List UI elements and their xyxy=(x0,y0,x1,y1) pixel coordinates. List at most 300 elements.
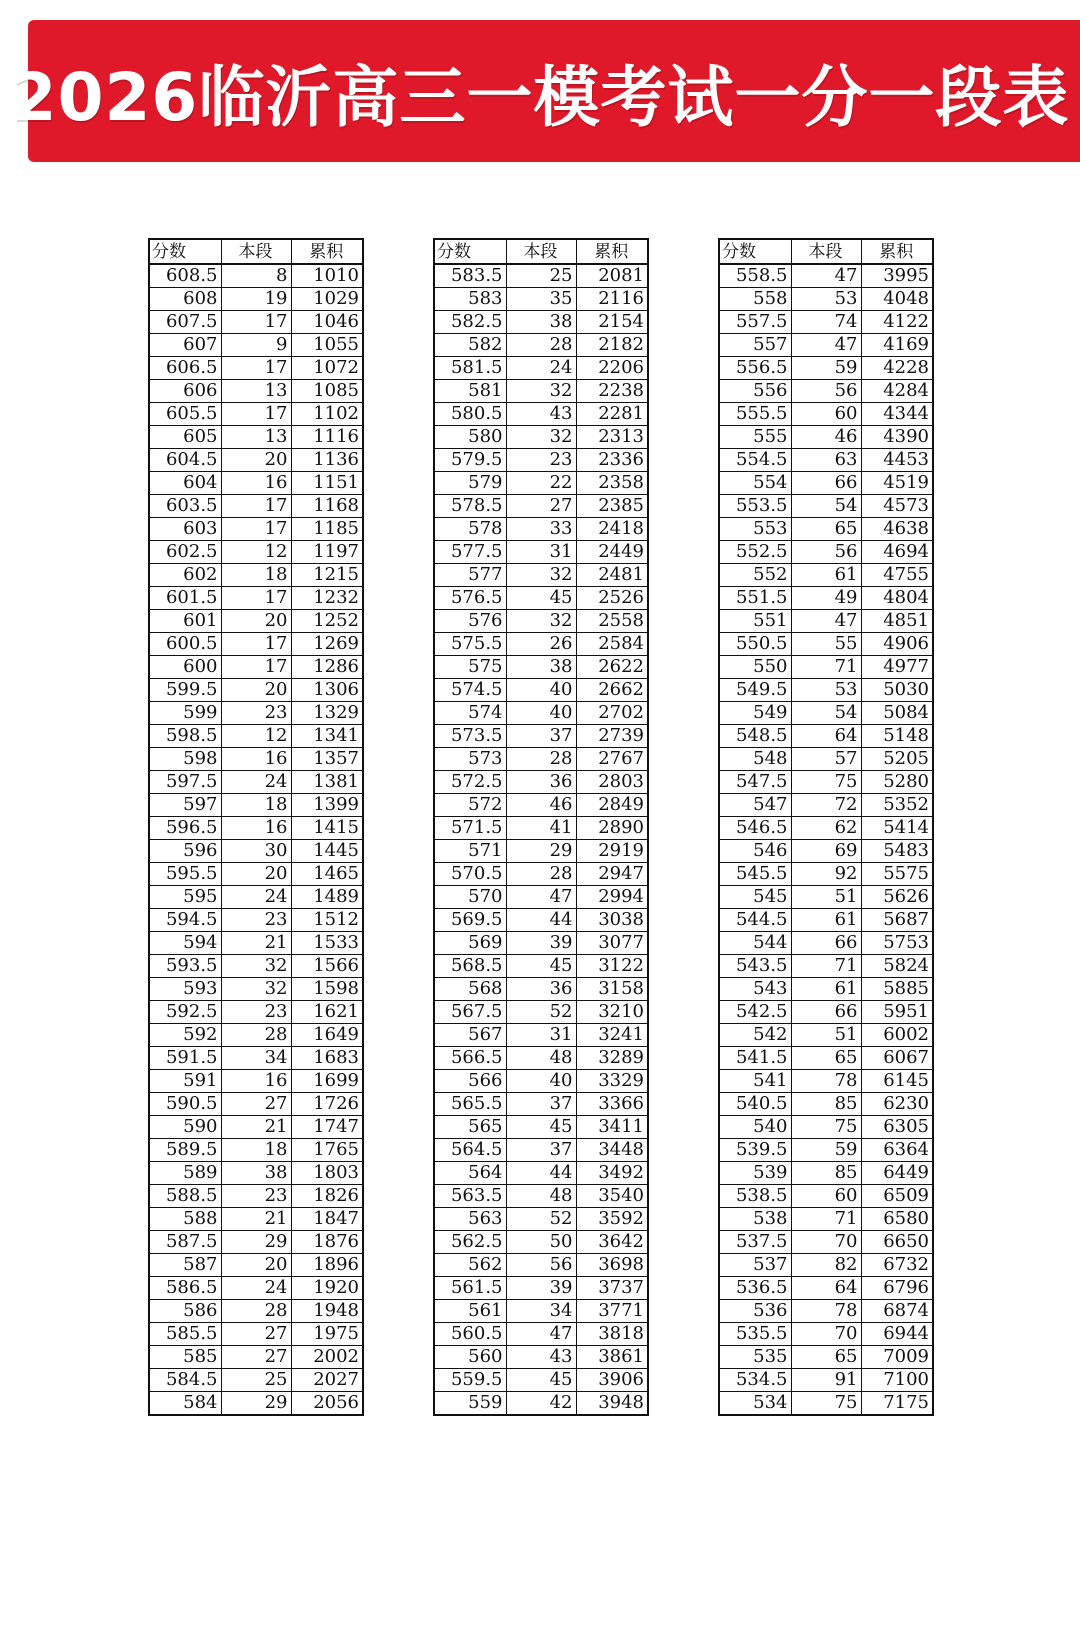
table-row xyxy=(719,794,933,817)
segment-count-cell: 39 xyxy=(506,1277,576,1300)
segment-count-cell: 64 xyxy=(791,725,861,748)
score-cell: 604 xyxy=(149,472,221,495)
table-row xyxy=(719,1162,933,1185)
segment-count-cell: 52 xyxy=(506,1001,576,1024)
score-cell: 582.5 xyxy=(434,311,506,334)
table-row xyxy=(719,1185,933,1208)
score-cell: 551 xyxy=(719,610,791,633)
segment-count-cell: 28 xyxy=(506,863,576,886)
table-row xyxy=(149,1001,363,1024)
page-title: 2026临沂高三一模考试一分一段表 xyxy=(10,58,1070,136)
score-cell: 561 xyxy=(434,1300,506,1323)
segment-count-cell: 32 xyxy=(221,978,291,1001)
segment-count-cell: 91 xyxy=(791,1369,861,1392)
score-cell: 591 xyxy=(149,1070,221,1093)
segment-count-cell: 20 xyxy=(221,863,291,886)
cumulative-cell: 6145 xyxy=(861,1070,933,1093)
score-cell: 577 xyxy=(434,564,506,587)
segment-count-cell: 8 xyxy=(221,264,291,288)
cumulative-cell: 2947 xyxy=(576,863,648,886)
segment-count-cell: 78 xyxy=(791,1300,861,1323)
table-row xyxy=(434,1047,648,1070)
segment-count-cell: 41 xyxy=(506,817,576,840)
cumulative-cell: 1598 xyxy=(291,978,363,1001)
segment-count-cell: 18 xyxy=(221,794,291,817)
header-segment-count: 本段 xyxy=(791,239,861,264)
cumulative-cell: 1683 xyxy=(291,1047,363,1070)
score-cell: 571.5 xyxy=(434,817,506,840)
table-row xyxy=(434,679,648,702)
cumulative-cell: 5280 xyxy=(861,771,933,794)
title-banner xyxy=(10,20,1080,162)
table-row xyxy=(149,426,363,449)
cumulative-cell: 2890 xyxy=(576,817,648,840)
table-row xyxy=(719,656,933,679)
table-row xyxy=(434,587,648,610)
score-cell: 553 xyxy=(719,518,791,541)
table-row xyxy=(149,794,363,817)
cumulative-cell: 5753 xyxy=(861,932,933,955)
cumulative-cell: 5687 xyxy=(861,909,933,932)
score-cell: 549.5 xyxy=(719,679,791,702)
score-cell: 585 xyxy=(149,1346,221,1369)
table-row xyxy=(434,1139,648,1162)
table-row xyxy=(434,403,648,426)
table-row xyxy=(719,679,933,702)
segment-count-cell: 32 xyxy=(506,564,576,587)
table-row xyxy=(434,702,648,725)
table-row xyxy=(434,886,648,909)
cumulative-cell: 2849 xyxy=(576,794,648,817)
cumulative-cell: 2313 xyxy=(576,426,648,449)
score-cell: 601.5 xyxy=(149,587,221,610)
cumulative-cell: 2027 xyxy=(291,1369,363,1392)
score-cell: 557 xyxy=(719,334,791,357)
score-cell: 581.5 xyxy=(434,357,506,380)
cumulative-cell: 2702 xyxy=(576,702,648,725)
cumulative-cell: 1010 xyxy=(291,264,363,288)
cumulative-cell: 2767 xyxy=(576,748,648,771)
cumulative-cell: 1765 xyxy=(291,1139,363,1162)
cumulative-cell: 4390 xyxy=(861,426,933,449)
cumulative-cell: 1381 xyxy=(291,771,363,794)
table-row xyxy=(719,334,933,357)
cumulative-cell: 1747 xyxy=(291,1116,363,1139)
score-cell: 534.5 xyxy=(719,1369,791,1392)
score-cell: 584 xyxy=(149,1392,221,1416)
segment-count-cell: 65 xyxy=(791,1047,861,1070)
table-row xyxy=(719,771,933,794)
segment-count-cell: 20 xyxy=(221,1254,291,1277)
cumulative-cell: 2558 xyxy=(576,610,648,633)
segment-count-cell: 32 xyxy=(506,426,576,449)
cumulative-cell: 1920 xyxy=(291,1277,363,1300)
cumulative-cell: 2994 xyxy=(576,886,648,909)
cumulative-cell: 3122 xyxy=(576,955,648,978)
score-cell: 599 xyxy=(149,702,221,725)
score-cell: 584.5 xyxy=(149,1369,221,1392)
table-row xyxy=(719,288,933,311)
table-row xyxy=(149,1116,363,1139)
cumulative-cell: 1151 xyxy=(291,472,363,495)
segment-count-cell: 66 xyxy=(791,472,861,495)
cumulative-cell: 5626 xyxy=(861,886,933,909)
table-row xyxy=(719,633,933,656)
table-row xyxy=(434,541,648,564)
cumulative-cell: 4122 xyxy=(861,311,933,334)
segment-count-cell: 45 xyxy=(506,1369,576,1392)
table-row xyxy=(149,587,363,610)
cumulative-cell: 4169 xyxy=(861,334,933,357)
score-cell: 590.5 xyxy=(149,1093,221,1116)
cumulative-cell: 2281 xyxy=(576,403,648,426)
table-row xyxy=(434,656,648,679)
score-cell: 555.5 xyxy=(719,403,791,426)
score-cell: 588 xyxy=(149,1208,221,1231)
segment-count-cell: 47 xyxy=(791,264,861,288)
score-table-3 xyxy=(718,238,934,1416)
table-row xyxy=(719,564,933,587)
table-row xyxy=(719,886,933,909)
table-row xyxy=(719,1208,933,1231)
header-segment-count: 本段 xyxy=(506,239,576,264)
segment-count-cell: 17 xyxy=(221,633,291,656)
table-row xyxy=(434,932,648,955)
score-cell: 550 xyxy=(719,656,791,679)
table-row xyxy=(149,1254,363,1277)
table-row xyxy=(434,610,648,633)
cumulative-cell: 1357 xyxy=(291,748,363,771)
cumulative-cell: 4851 xyxy=(861,610,933,633)
score-cell: 562 xyxy=(434,1254,506,1277)
table-row xyxy=(434,1162,648,1185)
score-cell: 536.5 xyxy=(719,1277,791,1300)
table-row xyxy=(434,794,648,817)
table-row xyxy=(149,863,363,886)
score-cell: 578.5 xyxy=(434,495,506,518)
table-row xyxy=(149,449,363,472)
segment-count-cell: 47 xyxy=(791,610,861,633)
segment-count-cell: 27 xyxy=(221,1323,291,1346)
segment-count-cell: 29 xyxy=(221,1392,291,1416)
cumulative-cell: 1489 xyxy=(291,886,363,909)
segment-count-cell: 23 xyxy=(221,1185,291,1208)
table-row xyxy=(719,587,933,610)
table-row xyxy=(719,1001,933,1024)
table-row xyxy=(434,472,648,495)
segment-count-cell: 40 xyxy=(506,679,576,702)
cumulative-cell: 2584 xyxy=(576,633,648,656)
table-row xyxy=(434,1024,648,1047)
cumulative-cell: 6305 xyxy=(861,1116,933,1139)
cumulative-cell: 1029 xyxy=(291,288,363,311)
score-cell: 559.5 xyxy=(434,1369,506,1392)
cumulative-cell: 1465 xyxy=(291,863,363,886)
cumulative-cell: 5030 xyxy=(861,679,933,702)
score-cell: 534 xyxy=(719,1392,791,1416)
segment-count-cell: 25 xyxy=(221,1369,291,1392)
table-row xyxy=(434,334,648,357)
cumulative-cell: 7009 xyxy=(861,1346,933,1369)
score-cell: 565.5 xyxy=(434,1093,506,1116)
table-row xyxy=(719,264,933,288)
segment-count-cell: 17 xyxy=(221,495,291,518)
score-cell: 565 xyxy=(434,1116,506,1139)
header-segment-count: 本段 xyxy=(221,239,291,264)
score-cell: 578 xyxy=(434,518,506,541)
cumulative-cell: 1512 xyxy=(291,909,363,932)
table-row xyxy=(434,357,648,380)
score-cell: 566 xyxy=(434,1070,506,1093)
score-cell: 600 xyxy=(149,656,221,679)
cumulative-cell: 2662 xyxy=(576,679,648,702)
cumulative-cell: 5084 xyxy=(861,702,933,725)
cumulative-cell: 3038 xyxy=(576,909,648,932)
cumulative-cell: 1055 xyxy=(291,334,363,357)
score-cell: 596 xyxy=(149,840,221,863)
cumulative-cell: 4453 xyxy=(861,449,933,472)
segment-count-cell: 57 xyxy=(791,748,861,771)
table-row xyxy=(434,1070,648,1093)
segment-count-cell: 70 xyxy=(791,1231,861,1254)
cumulative-cell: 1252 xyxy=(291,610,363,633)
table-row xyxy=(434,978,648,1001)
cumulative-cell: 3698 xyxy=(576,1254,648,1277)
table-row xyxy=(149,564,363,587)
segment-count-cell: 60 xyxy=(791,1185,861,1208)
segment-count-cell: 56 xyxy=(791,541,861,564)
table-row xyxy=(719,702,933,725)
score-cell: 552.5 xyxy=(719,541,791,564)
score-cell: 597.5 xyxy=(149,771,221,794)
table-row xyxy=(719,1277,933,1300)
header-score: 分数 xyxy=(434,239,506,264)
score-cell: 543.5 xyxy=(719,955,791,978)
table-row xyxy=(719,840,933,863)
segment-count-cell: 31 xyxy=(506,541,576,564)
cumulative-cell: 1896 xyxy=(291,1254,363,1277)
score-cell: 546 xyxy=(719,840,791,863)
segment-count-cell: 13 xyxy=(221,380,291,403)
score-cell: 606 xyxy=(149,380,221,403)
segment-count-cell: 53 xyxy=(791,679,861,702)
cumulative-cell: 1168 xyxy=(291,495,363,518)
score-cell: 547 xyxy=(719,794,791,817)
score-cell: 541 xyxy=(719,1070,791,1093)
segment-count-cell: 21 xyxy=(221,1116,291,1139)
score-cell: 555 xyxy=(719,426,791,449)
score-cell: 547.5 xyxy=(719,771,791,794)
segment-count-cell: 38 xyxy=(506,311,576,334)
segment-count-cell: 28 xyxy=(221,1024,291,1047)
cumulative-cell: 2154 xyxy=(576,311,648,334)
table-row xyxy=(149,1392,363,1416)
cumulative-cell: 6230 xyxy=(861,1093,933,1116)
cumulative-cell: 3818 xyxy=(576,1323,648,1346)
score-cell: 539.5 xyxy=(719,1139,791,1162)
table-row xyxy=(434,1001,648,1024)
cumulative-cell: 1699 xyxy=(291,1070,363,1093)
cumulative-cell: 1399 xyxy=(291,794,363,817)
segment-count-cell: 32 xyxy=(506,610,576,633)
table-row xyxy=(719,518,933,541)
score-cell: 576.5 xyxy=(434,587,506,610)
segment-count-cell: 71 xyxy=(791,656,861,679)
segment-count-cell: 17 xyxy=(221,587,291,610)
segment-count-cell: 69 xyxy=(791,840,861,863)
cumulative-cell: 2002 xyxy=(291,1346,363,1369)
cumulative-cell: 4694 xyxy=(861,541,933,564)
score-cell: 593.5 xyxy=(149,955,221,978)
segment-count-cell: 16 xyxy=(221,748,291,771)
table-row xyxy=(149,1231,363,1254)
cumulative-cell: 2526 xyxy=(576,587,648,610)
cumulative-cell: 5483 xyxy=(861,840,933,863)
cumulative-cell: 3158 xyxy=(576,978,648,1001)
table-row xyxy=(719,1070,933,1093)
score-cell: 605.5 xyxy=(149,403,221,426)
cumulative-cell: 2336 xyxy=(576,449,648,472)
segment-count-cell: 71 xyxy=(791,955,861,978)
segment-count-cell: 62 xyxy=(791,817,861,840)
table-row xyxy=(434,771,648,794)
score-cell: 587.5 xyxy=(149,1231,221,1254)
segment-count-cell: 32 xyxy=(221,955,291,978)
cumulative-cell: 1533 xyxy=(291,932,363,955)
cumulative-cell: 1621 xyxy=(291,1001,363,1024)
header-row xyxy=(149,239,363,264)
cumulative-cell: 3995 xyxy=(861,264,933,288)
segment-count-cell: 22 xyxy=(506,472,576,495)
score-cell: 549 xyxy=(719,702,791,725)
cumulative-cell: 2116 xyxy=(576,288,648,311)
table-row xyxy=(719,1116,933,1139)
cumulative-cell: 1136 xyxy=(291,449,363,472)
table-row xyxy=(434,449,648,472)
cumulative-cell: 6002 xyxy=(861,1024,933,1047)
segment-count-cell: 29 xyxy=(506,840,576,863)
table-row xyxy=(434,380,648,403)
table-row xyxy=(719,909,933,932)
segment-count-cell: 29 xyxy=(221,1231,291,1254)
segment-count-cell: 40 xyxy=(506,1070,576,1093)
score-cell: 595.5 xyxy=(149,863,221,886)
cumulative-cell: 2056 xyxy=(291,1392,363,1416)
segment-count-cell: 51 xyxy=(791,886,861,909)
score-cell: 596.5 xyxy=(149,817,221,840)
table-row xyxy=(149,1139,363,1162)
segment-count-cell: 43 xyxy=(506,403,576,426)
segment-count-cell: 42 xyxy=(506,1392,576,1416)
table-row xyxy=(719,725,933,748)
segment-count-cell: 27 xyxy=(221,1346,291,1369)
score-cell: 535 xyxy=(719,1346,791,1369)
segment-count-cell: 36 xyxy=(506,978,576,1001)
table-row xyxy=(149,817,363,840)
score-cell: 598.5 xyxy=(149,725,221,748)
cumulative-cell: 2385 xyxy=(576,495,648,518)
segment-count-cell: 17 xyxy=(221,518,291,541)
table-row xyxy=(434,1093,648,1116)
table-row xyxy=(719,311,933,334)
score-cell: 550.5 xyxy=(719,633,791,656)
score-cell: 574.5 xyxy=(434,679,506,702)
score-cell: 545.5 xyxy=(719,863,791,886)
table-row xyxy=(719,932,933,955)
table-row xyxy=(149,909,363,932)
segment-count-cell: 48 xyxy=(506,1185,576,1208)
segment-count-cell: 17 xyxy=(221,403,291,426)
table-row xyxy=(149,725,363,748)
segment-count-cell: 21 xyxy=(221,932,291,955)
table-row xyxy=(434,264,648,288)
cumulative-cell: 7175 xyxy=(861,1392,933,1416)
cumulative-cell: 1116 xyxy=(291,426,363,449)
table-row xyxy=(434,1369,648,1392)
cumulative-cell: 1948 xyxy=(291,1300,363,1323)
cumulative-cell: 1803 xyxy=(291,1162,363,1185)
segment-count-cell: 16 xyxy=(221,817,291,840)
cumulative-cell: 4344 xyxy=(861,403,933,426)
segment-count-cell: 23 xyxy=(506,449,576,472)
cumulative-cell: 2449 xyxy=(576,541,648,564)
cumulative-cell: 4804 xyxy=(861,587,933,610)
table-row xyxy=(434,817,648,840)
segment-count-cell: 37 xyxy=(506,1139,576,1162)
header-cumulative: 累积 xyxy=(291,239,363,264)
segment-count-cell: 23 xyxy=(221,702,291,725)
cumulative-cell: 5885 xyxy=(861,978,933,1001)
table-row xyxy=(149,264,363,288)
score-cell: 561.5 xyxy=(434,1277,506,1300)
segment-count-cell: 20 xyxy=(221,610,291,633)
table-row xyxy=(434,1392,648,1416)
cumulative-cell: 2919 xyxy=(576,840,648,863)
segment-count-cell: 45 xyxy=(506,955,576,978)
score-cell: 599.5 xyxy=(149,679,221,702)
segment-count-cell: 55 xyxy=(791,633,861,656)
table-row xyxy=(434,1116,648,1139)
table-row xyxy=(434,564,648,587)
cumulative-cell: 5205 xyxy=(861,748,933,771)
score-cell: 554.5 xyxy=(719,449,791,472)
segment-count-cell: 37 xyxy=(506,1093,576,1116)
score-cell: 583 xyxy=(434,288,506,311)
score-cell: 535.5 xyxy=(719,1323,791,1346)
segment-count-cell: 54 xyxy=(791,495,861,518)
score-cell: 575.5 xyxy=(434,633,506,656)
segment-count-cell: 19 xyxy=(221,288,291,311)
score-cell: 586 xyxy=(149,1300,221,1323)
table-row xyxy=(149,403,363,426)
score-cell: 572.5 xyxy=(434,771,506,794)
segment-count-cell: 24 xyxy=(221,1277,291,1300)
segment-count-cell: 92 xyxy=(791,863,861,886)
cumulative-cell: 2081 xyxy=(576,264,648,288)
cumulative-cell: 2238 xyxy=(576,380,648,403)
table-row xyxy=(434,1208,648,1231)
score-cell: 556.5 xyxy=(719,357,791,380)
cumulative-cell: 1085 xyxy=(291,380,363,403)
segment-count-cell: 60 xyxy=(791,403,861,426)
segment-count-cell: 70 xyxy=(791,1323,861,1346)
score-cell: 575 xyxy=(434,656,506,679)
table-row xyxy=(719,1300,933,1323)
segment-count-cell: 39 xyxy=(506,932,576,955)
score-cell: 573.5 xyxy=(434,725,506,748)
table-row xyxy=(149,1323,363,1346)
score-cell: 537 xyxy=(719,1254,791,1277)
